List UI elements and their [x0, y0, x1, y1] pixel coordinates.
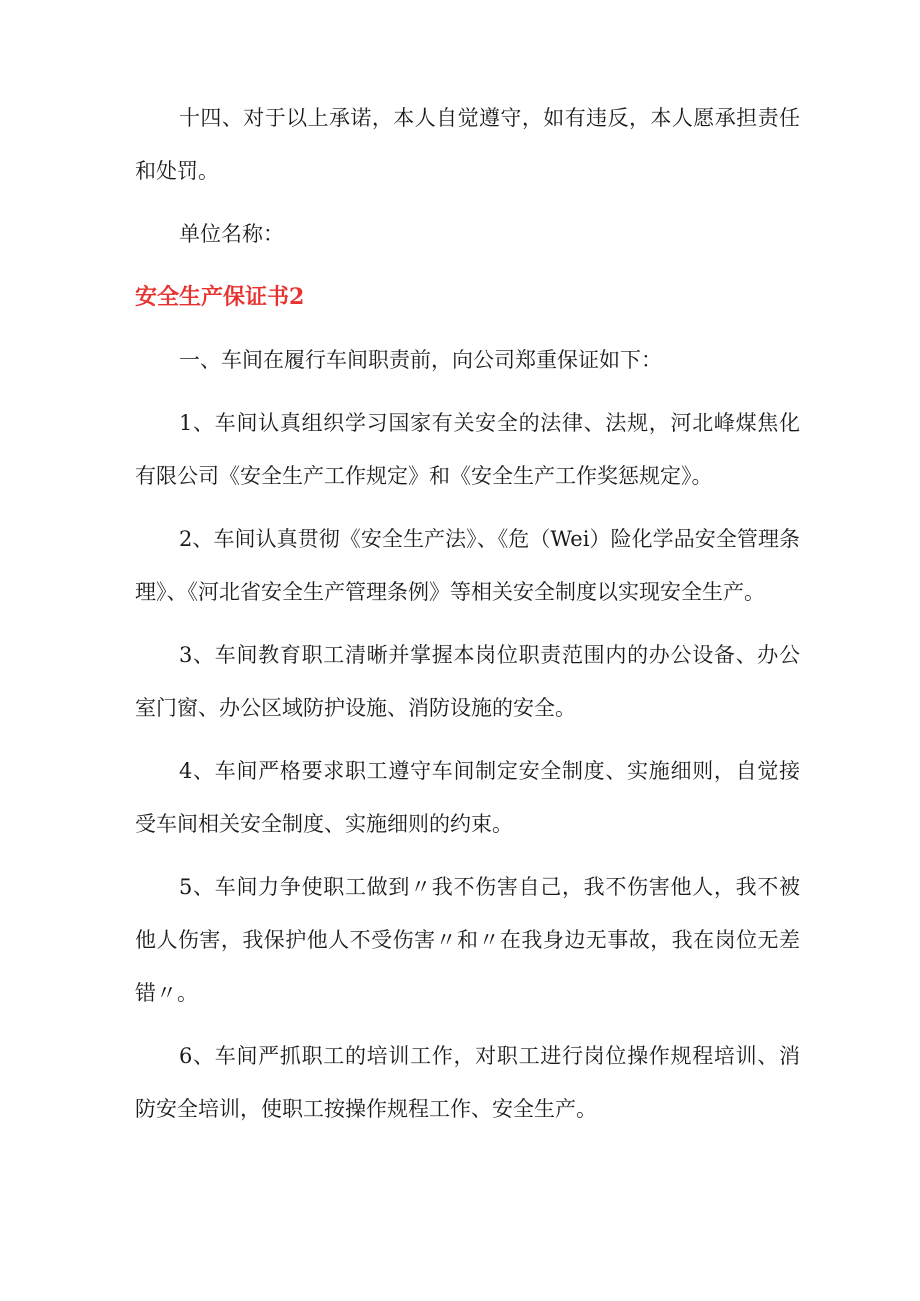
- paragraph-item-2: 2、车间认真贯彻《安全生产法》、《危（Wei）险化学品安全管理条理》、《河北省安全生产管理条例》等相关安全制度以实现安全生产。: [135, 527, 800, 604]
- paragraph-pledge-fourteen: 十四、对于以上承诺，本人自觉遵守，如有违反，本人愿承担责任和处罚。: [135, 106, 800, 183]
- paragraph-item-6: 6、车间严抓职工的培训工作，对职工进行岗位操作规程培训、消防安全培训，使职工按操作规程工作、安全生产。: [135, 1044, 800, 1121]
- paragraph-item-5: 5、车间力争使职工做到〃我不伤害自己，我不伤害他人，我不被他人伤害，我保护他人不受伤害〃和〃在我身边无事故，我在岗位无差错〃。: [135, 875, 800, 1005]
- paragraph-item-1: 1、车间认真组织学习国家有关安全的法律、法规，河北峰煤焦化有限公司《安全生产工作规定》和《安全生产工作奖惩规定》。: [135, 411, 800, 488]
- paragraph-intro: 一、车间在履行车间职责前，向公司郑重保证如下：: [179, 348, 662, 372]
- section-heading: 安全生产保证书2: [135, 284, 305, 310]
- paragraph-unit-name: 单位名称：: [179, 222, 284, 246]
- paragraph-item-3: 3、车间教育职工清晰并掌握本岗位职责范围内的办公设备、办公室门窗、办公区域防护设施、消防设施的安全。: [135, 643, 800, 720]
- document-body: [135, 92, 800, 1146]
- paragraph-item-4: 4、车间严格要求职工遵守车间制定安全制度、实施细则，自觉接受车间相关安全制度、实施细则的约束。: [135, 759, 800, 836]
